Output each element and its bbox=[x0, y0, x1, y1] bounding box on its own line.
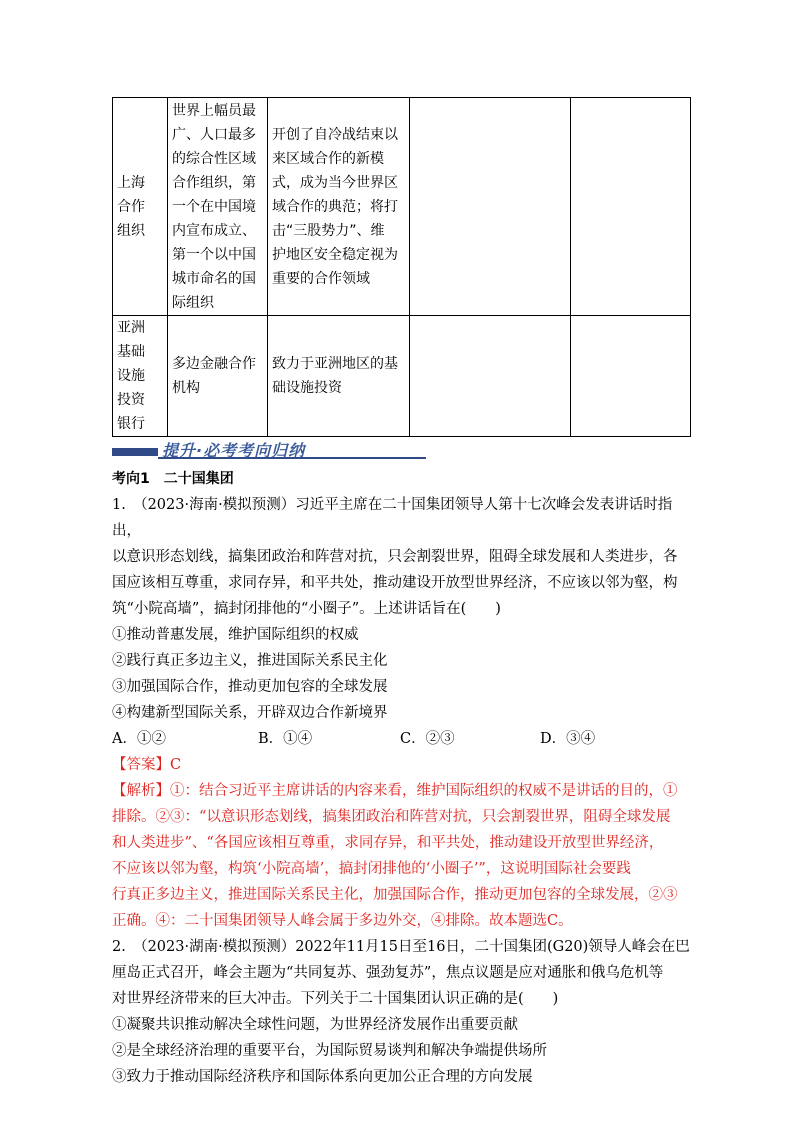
statement-item: ③加强国际合作，推动更加包容的全球发展 bbox=[112, 679, 388, 695]
statement-item: ③致力于推动国际经济秩序和国际体系向更加公正合理的方向发展 bbox=[112, 1069, 533, 1085]
question-2-stem-line: 厘岛正式召开，峰会主题为“共同复苏、强劲复苏”，焦点议题是应对通胀和俄乌危机等 bbox=[112, 965, 664, 981]
org-name: 上海 合作 组织 bbox=[117, 174, 145, 239]
banner-bar bbox=[112, 448, 158, 456]
question-stem-line: 国应该相互尊重，求同存异，和平共处，推动建设开放型世界经济，不应该以邻为壑，构 bbox=[112, 575, 678, 591]
answer-options bbox=[112, 726, 690, 752]
analysis-line: 正确。④：二十国集团领导人峰会属于多边外交，④排除。故本题选C。 bbox=[112, 913, 573, 929]
question-1 bbox=[112, 492, 690, 1090]
org-feature-cell bbox=[268, 316, 410, 437]
empty-cell bbox=[410, 98, 571, 316]
statement-item: ①推动普惠发展，维护国际组织的权威 bbox=[112, 627, 359, 643]
option-a: A．①② bbox=[112, 731, 166, 747]
option-c: C．②③ bbox=[400, 731, 455, 747]
org-type-cell bbox=[168, 98, 268, 316]
table-row bbox=[113, 316, 691, 437]
section-heading: 考向1 二十国集团 bbox=[112, 471, 234, 487]
question-stem-line: 1. （2023·海南·模拟预测）习近平主席在二十国集团领导人第十七次峰会发表讲话时指出， bbox=[112, 497, 673, 539]
analysis-line: 和人类进步”、“各国应该相互尊重，求同存异，和平共处，推动建设开放型世界经济， bbox=[112, 835, 664, 851]
statement-item: ④构建新型国际关系，开辟双边合作新境界 bbox=[112, 705, 388, 721]
org-name: 亚洲 基础 设施 投资 银行 bbox=[117, 320, 145, 432]
analysis-line: 排除。②③：“以意识形态划线，搞集团政治和阵营对抗，只会割裂世界，阻碍全球发展 bbox=[112, 809, 671, 825]
organization-table bbox=[112, 97, 691, 437]
org-name-cell bbox=[113, 98, 168, 316]
empty-cell bbox=[410, 316, 571, 437]
question-2-stem-line: 2. （2023·湖南·模拟预测）2022年11月15日至16日，二十国集团(G20)领导人峰会在巴 bbox=[112, 939, 690, 955]
empty-cell bbox=[571, 316, 691, 437]
org-name-cell bbox=[113, 316, 168, 437]
analysis-line: 【解析】①：结合习近平主席讲话的内容来看，维护国际组织的权威不是讲话的目的，① bbox=[112, 783, 678, 799]
option-d: D．③④ bbox=[540, 731, 596, 747]
org-feature-cell bbox=[268, 98, 410, 316]
answer-line: 【答案】C bbox=[112, 757, 182, 773]
statement-item: ②践行真正多边主义，推进国际关系民主化 bbox=[112, 653, 388, 669]
org-type-cell bbox=[168, 316, 268, 437]
analysis-line: 行真正多边主义，推进国际关系民主化，加强国际合作，推动更加包容的全球发展，②③ bbox=[112, 887, 678, 903]
question-stem-line: 筑“小院高墙”，搞封闭排他的“小圈子”。上述讲话旨在( ) bbox=[112, 601, 501, 617]
empty-cell bbox=[571, 98, 691, 316]
banner-title: 提升·必考考向归纳 bbox=[162, 441, 306, 460]
question-stem-line: 以意识形态划线，搞集团政治和阵营对抗，只会割裂世界，阻碍全球发展和人类进步，各 bbox=[112, 549, 678, 565]
option-b: B．①④ bbox=[258, 731, 313, 747]
statement-item: ①凝聚共识推动解决全球性问题，为世界经济发展作出重要贡献 bbox=[112, 1017, 518, 1033]
statement-item: ②是全球经济治理的重要平台，为国际贸易谈判和解决争端提供场所 bbox=[112, 1043, 547, 1059]
org-feature: 致力于亚洲地区的基 础设施投资 bbox=[272, 356, 398, 396]
section-banner bbox=[112, 441, 430, 461]
org-feature: 开创了自冷战结束以 来区域合作的新模 式，成为当今世界区 域合作的典范；将打 击“三股势力”、维 护地区安全稳定视为 重要的合作领域 bbox=[272, 126, 398, 287]
question-2-stem-line: 对世界经济带来的巨大冲击。下列关于二十国集团认识正确的是( ) bbox=[112, 991, 559, 1007]
analysis-line: 不应该以邻为壑，构筑‘小院高墙’，搞封闭排他的‘小圈子’”，这说明国际社会要践 bbox=[112, 861, 631, 877]
org-type: 世界上幅员最 广、人口最多 的综合性区域 合作组织，第 一个在中国境 内宣布成立、 第一个以中国 城市命名的国 际组织 bbox=[172, 102, 256, 311]
table-row bbox=[113, 98, 691, 316]
org-type: 多边金融合作 机构 bbox=[172, 356, 256, 396]
